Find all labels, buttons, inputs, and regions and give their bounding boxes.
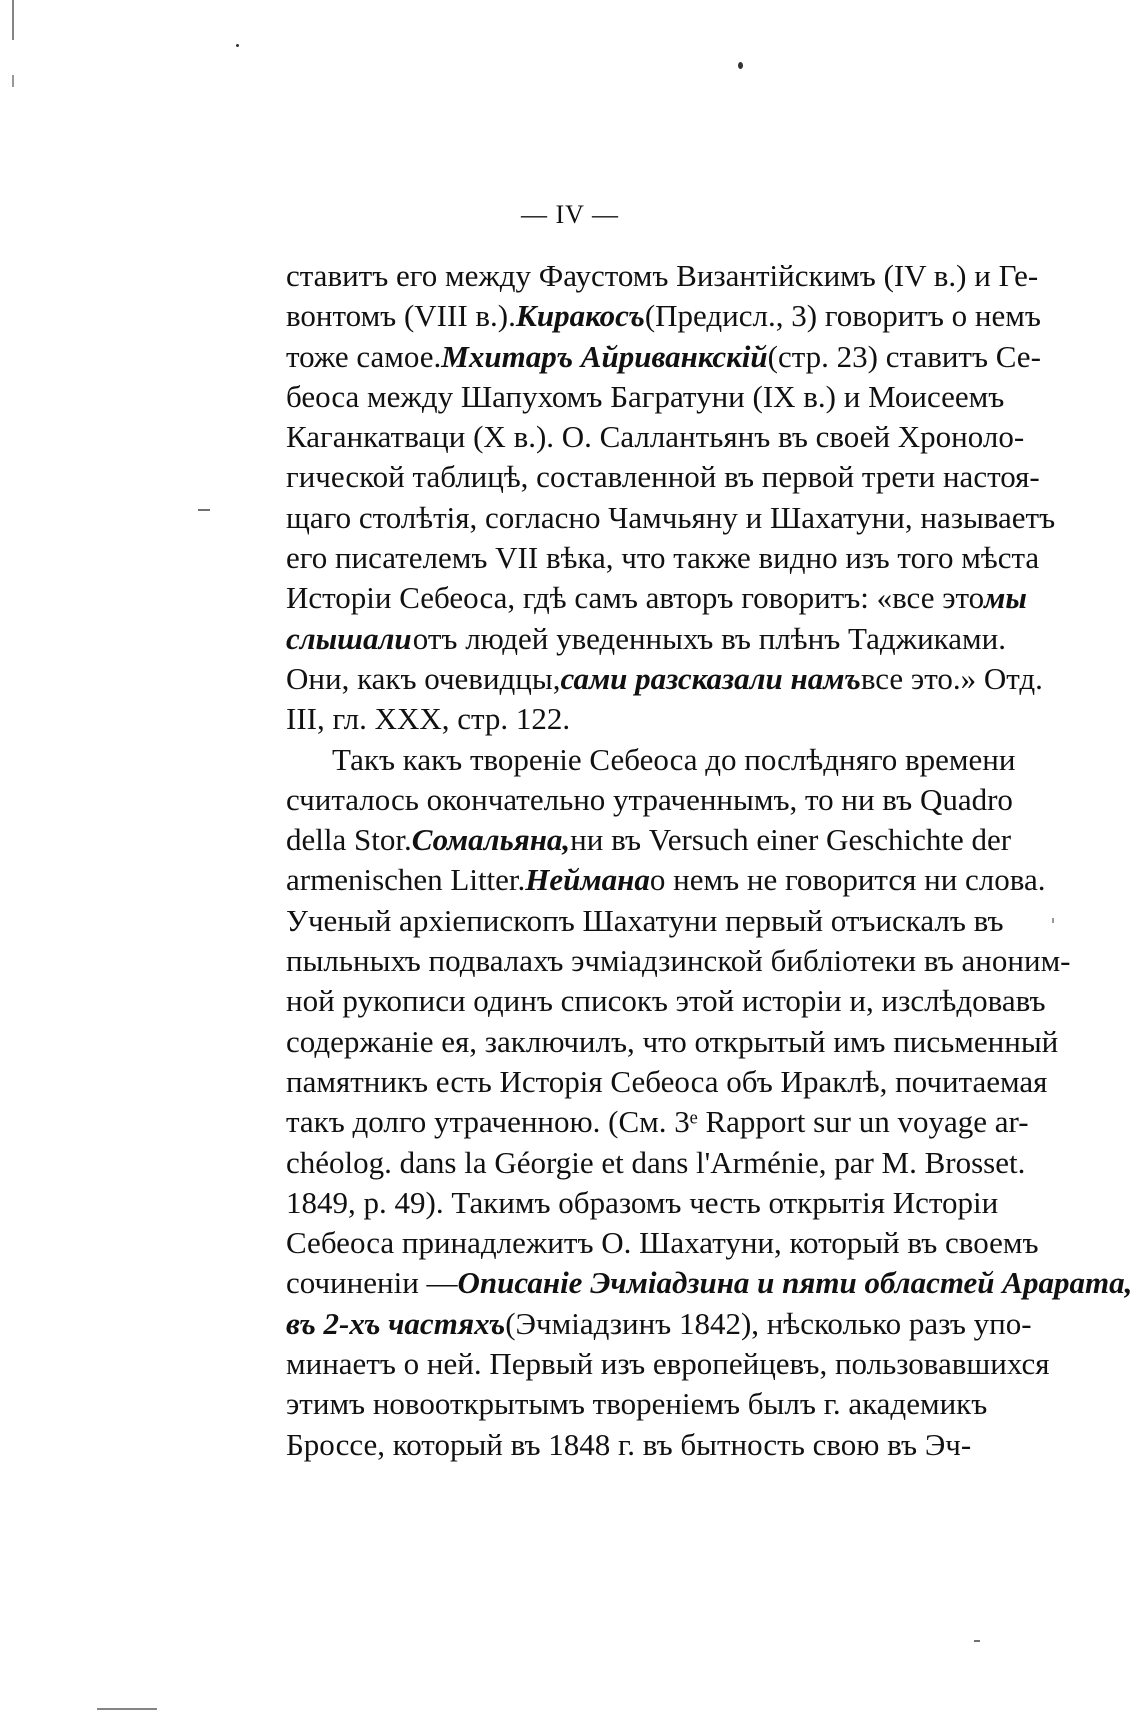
italic-segment: въ 2-хъ частяхъ (286, 1305, 506, 1341)
italic-segment: слышали (286, 620, 412, 656)
text-line (286, 1062, 1048, 1102)
text-line (286, 377, 1006, 417)
text-segment: Такъ какъ твореніе Себеоса до послѣдняго времени (332, 741, 1016, 777)
text-line (286, 901, 1006, 941)
text-segment: Себеоса принадлежитъ О. Шахатуни, который въ своемъ (286, 1225, 1039, 1261)
text-segment: щаго столѣтія, согласно Чамчьяну и Шахатуни, называетъ (286, 499, 1056, 535)
text-line (286, 337, 1041, 377)
text-segment: III, гл. XXX, стр. 122. (286, 701, 571, 737)
text-segment: его писателемъ VII вѣка, что также видно изъ того мѣста (286, 540, 1040, 576)
text-segment: гической таблицѣ, составленной въ первой трети настоя- (286, 459, 1040, 495)
text-segment: вонтомъ (VIII в.). (286, 298, 516, 334)
text-segment: беоса между Шапухомъ Багратуни (IX в.) и Моисеемъ (286, 378, 1005, 414)
text-line (286, 1304, 1032, 1344)
italic-segment: Мхитаръ Айриванкскій (441, 338, 768, 374)
text-line (286, 296, 1041, 336)
text-line (286, 256, 1039, 296)
text-segment: такъ долго утраченною. (См. 3ᵉ Rapport sur un voyage ar- (286, 1104, 1029, 1140)
text-segment: ставитъ его между Фаустомъ Византійскимъ (IV в.) и Ге- (286, 258, 1039, 293)
italic-segment: сами разсказали намъ (560, 660, 861, 696)
text-segment: считалось окончательно утраченнымъ, то ни въ Quadro (286, 781, 1013, 817)
scan-speck (97, 1708, 157, 1710)
text-segment: этимъ новооткрытымъ твореніемъ былъ г. академикъ (286, 1386, 988, 1422)
text-segment: Броссе, который въ 1848 г. въ бытность свою въ Эч- (286, 1426, 972, 1462)
text-line (286, 699, 1006, 739)
text-segment: минаетъ о ней. Первый изъ европейцевъ, пользовавшихся (286, 1346, 1050, 1382)
text-line (286, 1344, 1050, 1384)
italic-segment: Неймана (525, 862, 650, 898)
text-segment: тоже самое. (286, 338, 442, 374)
text-segment: (стр. 23) ставитъ Се- (767, 338, 1041, 374)
text-segment: Ученый архіепископъ Шахатуни первый отъискалъ въ (286, 902, 1004, 938)
body-text (286, 256, 1133, 1465)
italic-segment: Описаніе Эчміадзина и пяти областей Арарата, (457, 1265, 1133, 1301)
text-line (286, 780, 1013, 820)
text-line (286, 498, 1056, 538)
italic-segment: мы (984, 580, 1027, 616)
text-segment: памятникъ есть Исторія Себеоса объ Ираклѣ, почитаемая (286, 1063, 1048, 1099)
text-line (286, 538, 1040, 578)
text-line (286, 941, 1071, 981)
text-line (286, 820, 1012, 860)
text-line (286, 740, 1016, 780)
text-line (286, 619, 1006, 659)
text-segment: armenischen Litter. (286, 862, 526, 898)
page-number: — IV — (521, 200, 619, 229)
text-line (286, 1143, 1026, 1183)
text-line (286, 1223, 1039, 1263)
text-segment: отъ людей уведенныхъ въ плѣнъ Таджиками. (412, 620, 1006, 656)
text-segment: ни въ Versuch einer Geschichte der (570, 822, 1012, 858)
text-segment: пыльныхъ подвалахъ эчміадзинской библіотеки въ аноним- (286, 943, 1071, 979)
text-line (286, 1022, 1059, 1062)
text-line (286, 1384, 1006, 1424)
text-line (286, 659, 1043, 699)
text-segment: все это.» Отд. (860, 660, 1043, 696)
text-segment: Каганкатваци (X в.). О. Саллантьянъ въ своей Хроноло- (286, 419, 1025, 455)
text-line (286, 578, 1027, 618)
text-line (286, 1263, 1133, 1303)
scan-speck (236, 44, 239, 47)
text-segment: della Stor. (286, 822, 412, 858)
text-segment: (Предисл., 3) говоритъ о немъ (644, 298, 1041, 334)
text-line (286, 981, 1046, 1021)
text-line (286, 860, 1046, 900)
text-segment: сочиненіи — (286, 1265, 458, 1301)
text-line (286, 1183, 1006, 1223)
text-segment: ной рукописи одинъ списокъ этой исторіи и, изслѣдовавъ (286, 983, 1046, 1019)
text-segment: содержаніе ея, заключилъ, что открытый имъ письменный (286, 1023, 1059, 1059)
text-segment: chéolog. dans la Géorgie et dans l'Arménie, par M. Brosset. (286, 1144, 1026, 1180)
text-line (286, 1425, 1006, 1465)
text-segment: Исторіи Себеоса, гдѣ самъ авторъ говоритъ: «все это (286, 580, 985, 616)
text-segment: (Эчміадзинъ 1842), нѣсколько разъ упо- (505, 1305, 1032, 1341)
text-line (286, 457, 1040, 497)
scan-speck (12, 75, 14, 87)
text-line (286, 1102, 1029, 1142)
text-segment: о немъ не говорится ни слова. (649, 862, 1046, 898)
scan-speck (974, 1640, 980, 1642)
text-segment: 1849, p. 49). Такимъ образомъ честь открытія Исторіи (286, 1184, 999, 1220)
italic-segment: Киракосъ (515, 298, 645, 334)
text-line (286, 417, 1025, 457)
italic-segment: Сомальяна, (411, 822, 571, 858)
text-segment: Они, какъ очевидцы, (286, 660, 561, 696)
scan-speck (1052, 918, 1054, 923)
scan-speck (198, 509, 210, 511)
scan-speck (12, 0, 14, 40)
scan-speck (738, 62, 743, 69)
